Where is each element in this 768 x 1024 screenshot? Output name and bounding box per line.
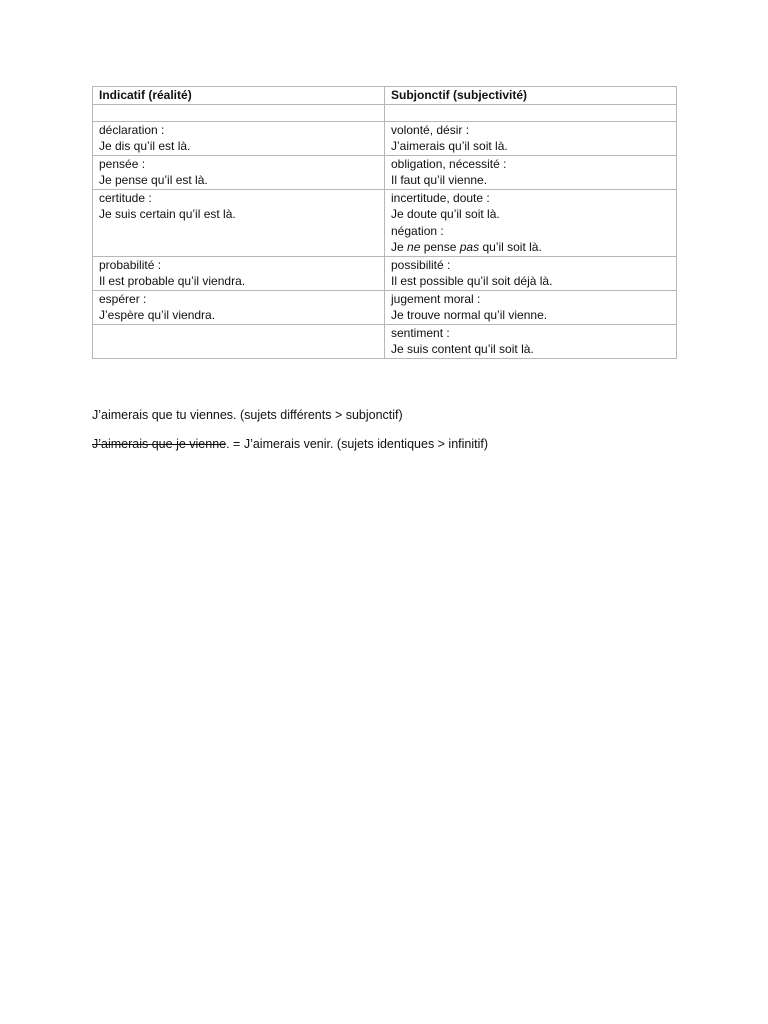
- indicatif-cell: [93, 121, 385, 155]
- table-row: [93, 324, 677, 358]
- negation-example-sentence: [391, 239, 670, 256]
- note-different-subjects: J’aimerais que tu viennes. (sujets différents > subjonctif): [92, 408, 403, 422]
- struck-example: J’aimerais que je vienne: [92, 437, 227, 451]
- example-sentence: Je doute qu’il soit là.: [391, 207, 500, 221]
- category-label: certitude :: [99, 190, 152, 205]
- category-label: pensée :: [99, 156, 146, 171]
- negation-part: pense: [420, 240, 460, 254]
- subjonctif-cell: [385, 189, 677, 256]
- category-label: déclaration :: [99, 122, 165, 137]
- example-sentence: Je pense qu’il est là.: [99, 173, 208, 187]
- table-row: [93, 256, 677, 290]
- subjonctif-cell: [385, 256, 677, 290]
- example-sentence: Je trouve normal qu’il vienne.: [391, 308, 548, 322]
- category-label: jugement moral :: [391, 291, 481, 306]
- category-label: négation :: [391, 223, 444, 238]
- negation-part: Je: [391, 240, 408, 254]
- note-explanation: . = J’aimerais venir. (sujets identiques > infinitif): [226, 437, 489, 451]
- example-sentence: J’aimerais qu’il soit là.: [391, 139, 508, 153]
- mood-comparison-table: [92, 86, 677, 359]
- table-row: [93, 290, 677, 324]
- empty-cell: [385, 104, 677, 121]
- category-label: volonté, désir :: [391, 122, 470, 137]
- negation-part: qu’il soit là.: [479, 240, 542, 254]
- header-indicatif: Indicatif (réalité): [93, 87, 385, 105]
- table-row: [93, 189, 677, 256]
- example-sentence: Je dis qu’il est là.: [99, 139, 191, 153]
- category-label: sentiment :: [391, 325, 450, 340]
- example-sentence: Je suis content qu’il soit là.: [391, 342, 534, 356]
- indicatif-cell: [93, 290, 385, 324]
- category-label: incertitude, doute :: [391, 190, 490, 205]
- note-same-subjects: [92, 436, 488, 452]
- example-sentence: Je suis certain qu’il est là.: [99, 207, 236, 221]
- indicatif-cell: [93, 189, 385, 256]
- empty-cell: [93, 104, 385, 121]
- table-header-row: [93, 87, 677, 105]
- subjonctif-cell: [385, 290, 677, 324]
- example-sentence: J’espère qu’il viendra.: [99, 308, 216, 322]
- subjonctif-cell: [385, 121, 677, 155]
- subjonctif-cell: [385, 155, 677, 189]
- negation-ne: ne: [407, 240, 421, 254]
- category-label: espérer :: [99, 291, 147, 306]
- indicatif-cell: [93, 324, 385, 358]
- category-label: probabilité :: [99, 257, 162, 272]
- table-row: [93, 155, 677, 189]
- negation-pas: pas: [459, 240, 480, 254]
- example-sentence: Il est probable qu’il viendra.: [99, 274, 246, 288]
- category-label: obligation, nécessité :: [391, 156, 507, 171]
- indicatif-cell: [93, 155, 385, 189]
- table-empty-row: [93, 104, 677, 121]
- example-sentence: Il faut qu’il vienne.: [391, 173, 488, 187]
- subjonctif-cell: [385, 324, 677, 358]
- example-sentence: Il est possible qu’il soit déjà là.: [391, 274, 553, 288]
- category-label: possibilité :: [391, 257, 451, 272]
- header-subjonctif: Subjonctif (subjectivité): [385, 87, 677, 105]
- table-row: [93, 121, 677, 155]
- indicatif-cell: [93, 256, 385, 290]
